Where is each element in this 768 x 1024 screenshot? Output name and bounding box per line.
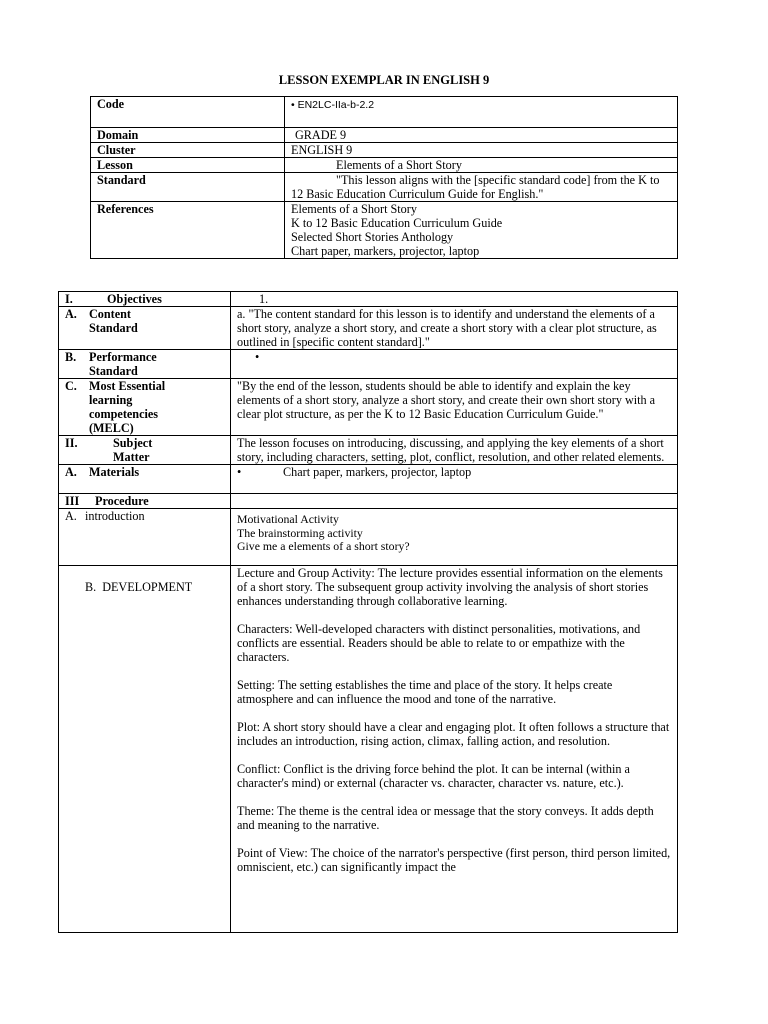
melc-value: "By the end of the lesson, students should be able to identify and explain the key elements of a short story, analyze a short story, and create their own short story with a clear plot structure, as per the K to 12 Basic Education Curriculum Guide." — [231, 379, 678, 436]
domain-label: Domain — [91, 128, 285, 143]
performance-standard-label: Performance Standard — [89, 350, 157, 378]
content-standard-label: Content Standard — [89, 307, 138, 335]
standard-label: Standard — [91, 173, 285, 202]
materials-label: Materials — [89, 465, 140, 479]
domain-row — [91, 128, 678, 143]
development-row — [59, 566, 678, 933]
code-label: Code — [91, 97, 285, 128]
subject-matter-number: II. — [65, 436, 78, 450]
content-standard-cell — [59, 307, 231, 350]
introduction-content — [231, 509, 678, 566]
melc-label: Most Essential learning competencies (MELC) — [89, 379, 166, 435]
development-paragraph: Theme: The theme is the central idea or message that the story conveys. It adds depth and meaning to the narrative. — [237, 804, 654, 832]
references-row — [91, 202, 678, 259]
document-title: LESSON EXEMPLAR IN ENGLISH 9 — [278, 73, 490, 87]
introduction-number: A. — [65, 509, 77, 523]
content-standard-value: a. "The content standard for this lesson is to identify and understand the elements of a short story, analyze a short story, and create a short story with a clear plot structure, as outlined in [specific content standard]." — [231, 307, 678, 350]
development-label: DEVELOPMENT — [102, 580, 193, 594]
code-row — [91, 97, 678, 128]
subject-matter-cell — [59, 436, 231, 465]
materials-value-cell — [231, 465, 678, 494]
performance-standard-cell — [59, 350, 231, 379]
development-paragraph: Point of View: The choice of the narrator's perspective (first person, third person limited, omniscient, etc.) can significantly impact the — [237, 846, 671, 874]
introduction-cell — [59, 509, 231, 566]
development-paragraph: Characters: Well-developed characters with distinct personalities, motivations, and conflicts are essential. Readers should be able to relate to or empathize with the characters. — [237, 622, 641, 664]
objectives-row — [59, 292, 678, 307]
introduction-line: Give me a elements of a short story? — [237, 539, 410, 553]
materials-row — [59, 465, 678, 494]
objectives-label: Objectives — [107, 292, 162, 306]
melc-number: C. — [65, 379, 77, 393]
references-label: References — [91, 202, 285, 259]
materials-number: A. — [65, 465, 77, 479]
subject-matter-value: The lesson focuses on introducing, discussing, and applying the key elements of a short story, including characters, setting, plot, conflict, resolution, and other related elements. — [231, 436, 678, 465]
content-standard-number: A. — [65, 307, 77, 321]
development-cell — [59, 566, 231, 933]
lesson-value: Elements of a Short Story — [285, 158, 678, 173]
development-paragraph: Conflict: Conflict is the driving force behind the plot. It can be internal (within a character's mind) or external (character vs. character, character vs. nature, etc.). — [237, 762, 630, 790]
reference-item: Selected Short Stories Anthology — [291, 230, 454, 244]
reference-item: Elements of a Short Story — [291, 202, 417, 216]
development-paragraph: Plot: A short story should have a clear and engaging plot. It often follows a structure that includes an introduction, rising action, climax, falling action, and resolution. — [237, 720, 670, 748]
cluster-row — [91, 143, 678, 158]
performance-standard-row — [59, 350, 678, 379]
subject-matter-label: Subject Matter — [113, 436, 153, 464]
references-list — [285, 202, 678, 259]
materials-bullet: • — [237, 465, 242, 479]
performance-standard-value: • — [231, 350, 678, 379]
domain-value: GRADE 9 — [285, 128, 678, 143]
introduction-row — [59, 509, 678, 566]
development-content — [231, 566, 678, 933]
introduction-label: introduction — [85, 509, 145, 523]
content-standard-row — [59, 307, 678, 350]
objectives-number: I. — [65, 292, 73, 306]
procedure-label: Procedure — [95, 494, 149, 508]
objectives-value: 1. — [231, 292, 678, 307]
cluster-value: ENGLISH 9 — [285, 143, 678, 158]
cluster-label: Cluster — [91, 143, 285, 158]
procedure-row — [59, 494, 678, 509]
reference-item: Chart paper, markers, projector, laptop — [291, 244, 480, 258]
performance-standard-number: B. — [65, 350, 77, 364]
procedure-number: III — [65, 494, 80, 508]
lesson-row — [91, 158, 678, 173]
introduction-line: Motivational Activity — [237, 512, 339, 526]
development-number: B. — [85, 580, 97, 594]
materials-value: Chart paper, markers, projector, laptop — [283, 465, 472, 479]
melc-cell — [59, 379, 231, 436]
standard-value: "This lesson aligns with the [specific standard code] from the K to 12 Basic Education Curriculum Guide for English." — [285, 173, 678, 202]
materials-cell — [59, 465, 231, 494]
standard-row — [91, 173, 678, 202]
reference-item: K to 12 Basic Education Curriculum Guide — [291, 216, 503, 230]
procedure-value — [231, 494, 678, 509]
subject-matter-row — [59, 436, 678, 465]
header-table — [90, 96, 678, 259]
melc-row — [59, 379, 678, 436]
objectives-cell — [59, 292, 231, 307]
procedure-cell — [59, 494, 231, 509]
development-paragraph: Lecture and Group Activity: The lecture provides essential information on the elements of a short story. The subsequent group activity involving the analysis of short stories enhances understanding through collaborative learning. — [237, 566, 663, 608]
introduction-line: The brainstorming activity — [237, 525, 363, 540]
code-value: • EN2LC-IIa-b-2.2 — [285, 97, 678, 128]
lesson-plan-table — [58, 291, 678, 933]
lesson-label: Lesson — [91, 158, 285, 173]
development-paragraph: Setting: The setting establishes the time and place of the story. It helps create atmosphere and can influence the mood and tone of the narrative. — [237, 678, 613, 706]
